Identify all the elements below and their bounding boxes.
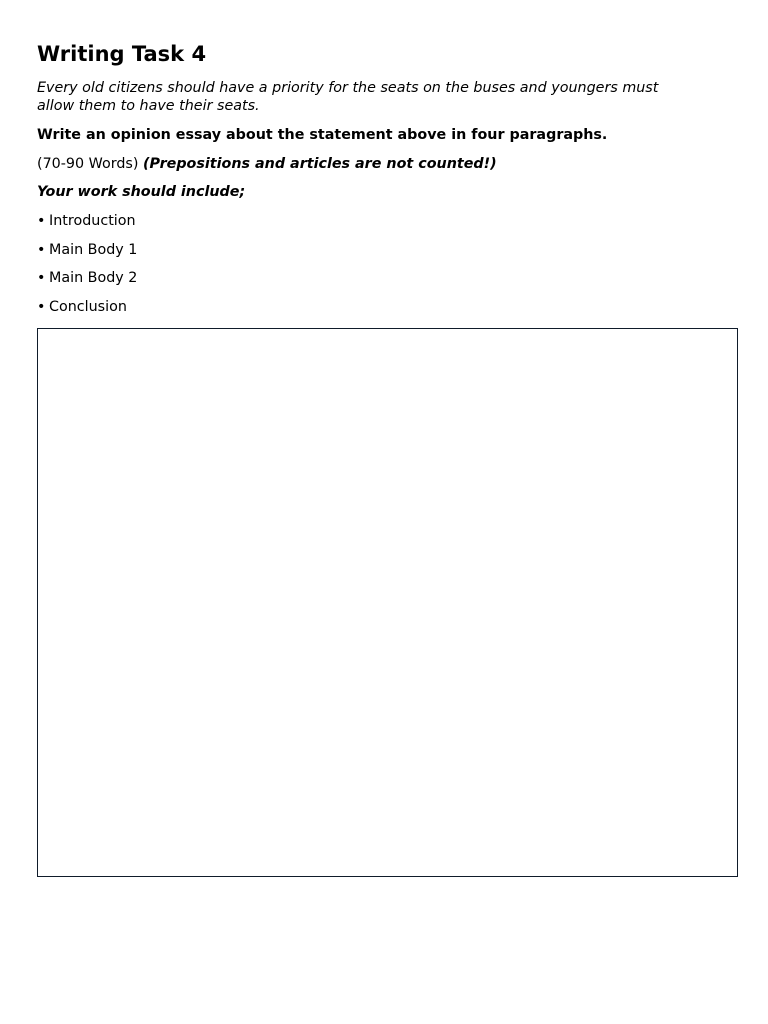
list-item-label: Conclusion [49,299,127,316]
list-item [37,241,137,270]
include-list [37,212,137,327]
bullet-icon: • [37,270,46,287]
list-item-label: Introduction [49,213,136,229]
include-heading: Your work should include; [37,184,246,200]
essay-instruction: Write an opinion essay about the statement above in four paragraphs. [37,127,608,143]
answer-writing-box[interactable] [37,328,738,877]
word-count-requirement [37,155,497,173]
page-title: Writing Task 4 [37,42,207,66]
word-count-note: (Prepositions and articles are not counted!) [143,156,497,172]
bullet-icon: • [37,299,46,316]
list-item-label: Main Body 1 [49,241,138,258]
word-count-range: (70-90 Words) [37,156,139,172]
bullet-icon: • [37,213,46,229]
essay-statement: Every old citizens should have a priority for the seats on the buses and youngers must allow them to have their seats. [37,80,659,114]
list-item [37,269,137,298]
list-item-label: Main Body 2 [49,270,138,287]
bullet-icon: • [37,241,46,258]
list-item [37,212,137,241]
list-item [37,298,137,327]
